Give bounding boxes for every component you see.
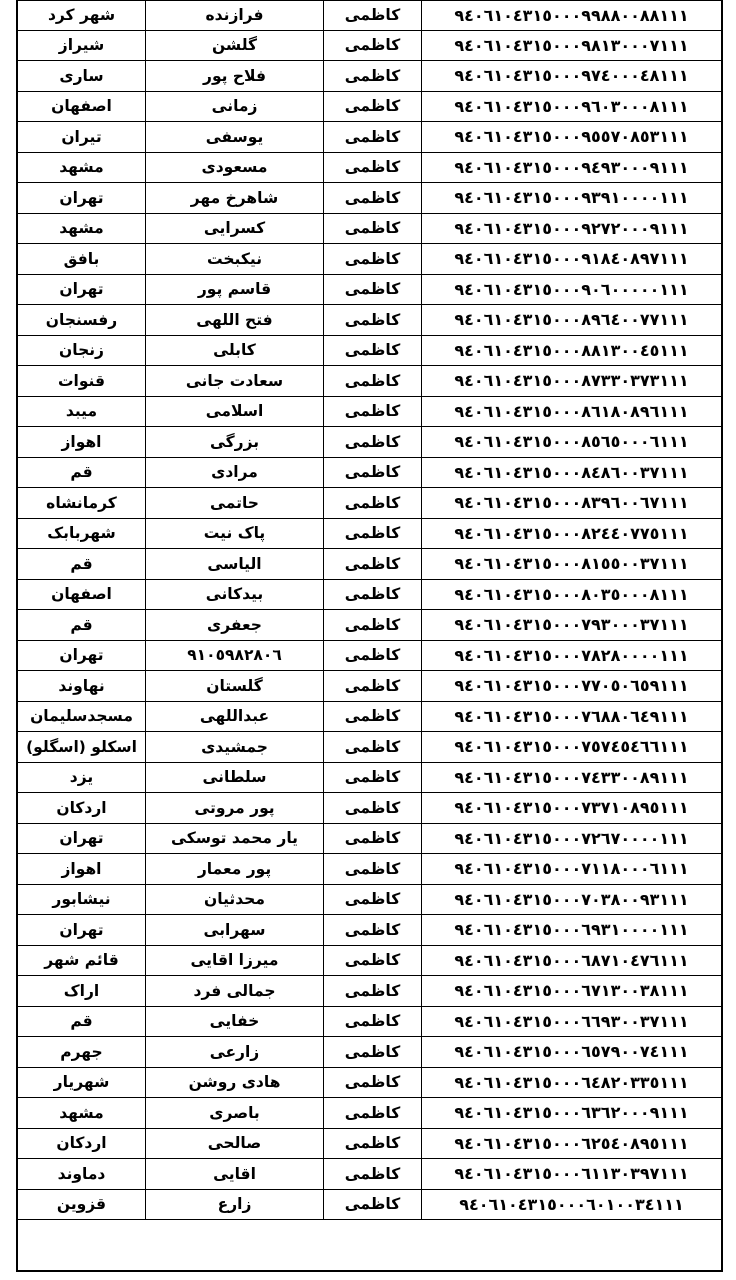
city-cell: شهریار	[18, 1068, 146, 1098]
name-cell: باصری	[146, 1098, 324, 1128]
table-row	[18, 1129, 721, 1160]
code-cell: ۹٤۰٦۱۰٤۳۱٥۰۰۰۸۸۱۳۰۰٤٥۱۱۱	[454, 340, 689, 360]
name-cell: زارعی	[146, 1037, 324, 1067]
name-cell: جمالی فرد	[146, 976, 324, 1006]
city-cell: ساری	[18, 61, 146, 91]
family-cell: کاظمی	[324, 1098, 422, 1128]
name-cell: مرادی	[146, 458, 324, 488]
code-cell: ۹٤۰٦۱۰٤۳۱٥۰۰۰٦٤۸۲۰۳۳٥۱۱۱	[454, 1072, 689, 1092]
name-cell: یوسفی	[146, 122, 324, 152]
family-cell: کاظمی	[324, 732, 422, 762]
table-row	[18, 763, 721, 794]
table-row	[18, 397, 721, 428]
name-cell: ۹۱۰٥۹۸۲۸۰٦	[146, 641, 324, 671]
name-cell: نیکبخت	[146, 244, 324, 274]
name-cell: محدثیان	[146, 885, 324, 915]
family-cell: کاظمی	[324, 793, 422, 823]
code-cell: ۹٤۰٦۱۰٤۳۱٥۰۰۰۸۲٤٤۰۷۷٥۱۱۱	[454, 523, 689, 543]
family-cell: کاظمی	[324, 1190, 422, 1220]
code-cell: ۹٤۰٦۱۰٤۳۱٥۰۰۰۷۸۲۸۰۰۰۰۱۱۱	[454, 645, 689, 665]
family-cell: کاظمی	[324, 702, 422, 732]
table-row	[18, 793, 721, 824]
family-cell: کاظمی	[324, 122, 422, 152]
table-row	[18, 915, 721, 946]
code-cell: ۹٤۰٦۱۰٤۳۱٥۰۰۰۷۰۳۸۰۰۹۳۱۱۱	[454, 889, 689, 909]
table-row	[18, 92, 721, 123]
name-cell: فرازنده	[146, 1, 324, 30]
table-row	[18, 732, 721, 763]
name-cell: الیاسی	[146, 549, 324, 579]
name-cell: فلاح پور	[146, 61, 324, 91]
name-cell: فتح اللهی	[146, 305, 324, 335]
city-cell: میبد	[18, 397, 146, 427]
code-cell: ۹٤۰٦۱۰٤۳۱٥۰۰۰۸۳۹٦۰۰٦۷۱۱۱	[454, 493, 689, 513]
name-cell: میرزا اقایی	[146, 946, 324, 976]
family-cell: کاظمی	[324, 1037, 422, 1067]
name-cell: جمشیدی	[146, 732, 324, 762]
family-cell: کاظمی	[324, 153, 422, 183]
name-cell: پور مروتی	[146, 793, 324, 823]
code-cell: ۹٤۰٦۱۰٤۳۱٥۰۰۰۹۷٤۰۰۰٤۸۱۱۱	[454, 66, 689, 86]
family-cell: کاظمی	[324, 915, 422, 945]
city-cell: بافق	[18, 244, 146, 274]
code-cell: ۹٤۰٦۱۰٤۳۱٥۰۰۰۹۳۹۱۰۰۰۰۱۱۱	[454, 188, 689, 208]
table-row	[18, 885, 721, 916]
family-cell: کاظمی	[324, 854, 422, 884]
table-row	[18, 61, 721, 92]
name-cell: سعادت جانی	[146, 366, 324, 396]
city-cell: تهران	[18, 824, 146, 854]
family-cell: کاظمی	[324, 1068, 422, 1098]
name-cell: عبداللهی	[146, 702, 324, 732]
city-cell: قم	[18, 458, 146, 488]
city-cell: مشهد	[18, 214, 146, 244]
code-cell: ۹٤۰٦۱۰٤۳۱٥۰۰۰٦۲٥٤۰۸۹٥۱۱۱	[454, 1133, 689, 1153]
city-cell: اردکان	[18, 793, 146, 823]
family-cell: کاظمی	[324, 610, 422, 640]
table-row	[18, 244, 721, 275]
table-row	[18, 458, 721, 489]
city-cell: اصفهان	[18, 580, 146, 610]
city-cell: مسجدسلیمان	[18, 702, 146, 732]
family-cell: کاظمی	[324, 1007, 422, 1037]
name-cell: هادی روشن	[146, 1068, 324, 1098]
code-cell: ۹٤۰٦۱۰٤۳۱٥۰۰۰۹٤۹۳۰۰۰۹۱۱۱	[454, 157, 689, 177]
family-cell: کاظمی	[324, 427, 422, 457]
records-table	[18, 0, 721, 1220]
city-cell: قزوین	[18, 1190, 146, 1220]
city-cell: تهران	[18, 915, 146, 945]
table-row	[18, 1190, 721, 1221]
code-cell: ۹٤۰٦۱۰٤۳۱٥۰۰۰۹۸۱۳۰۰۰۷۱۱۱	[454, 35, 689, 55]
city-cell: یزد	[18, 763, 146, 793]
code-cell: ۹٤۰٦۱۰٤۳۱٥۰۰۰۸۹٦٤۰۰۷۷۱۱۱	[454, 310, 689, 330]
city-cell: مشهد	[18, 1098, 146, 1128]
city-cell: قم	[18, 549, 146, 579]
family-cell: کاظمی	[324, 641, 422, 671]
family-cell: کاظمی	[324, 1129, 422, 1159]
table-row	[18, 976, 721, 1007]
code-cell: ۹٤۰٦۱۰٤۳۱٥۰۰۰٦٥۷۹۰۰۷٤۱۱۱	[454, 1042, 689, 1062]
code-cell: ۹٤۰٦۱۰٤۳۱٥۰۰۰٦۳٦۲۰۰۰۹۱۱۱	[454, 1103, 689, 1123]
table-row	[18, 854, 721, 885]
family-cell: کاظمی	[324, 305, 422, 335]
code-cell: ۹٤۰٦۱۰٤۳۱٥۰۰۰۹۱۸٤۰۸۹۷۱۱۱	[454, 249, 689, 269]
table-row	[18, 427, 721, 458]
table-row	[18, 336, 721, 367]
family-cell: کاظمی	[324, 976, 422, 1006]
city-cell: شهر کرد	[18, 1, 146, 30]
family-cell: کاظمی	[324, 458, 422, 488]
table-row	[18, 1098, 721, 1129]
table-row	[18, 366, 721, 397]
code-cell: ۹٤۰٦۱۰٤۳۱٥۰۰۰۸٦۱۸۰۸۹٦۱۱۱	[454, 401, 689, 421]
name-cell: اقایی	[146, 1159, 324, 1189]
code-cell: ۹٤۰٦۱۰٤۳۱٥۰۰۰٦۱۱۳۰۳۹۷۱۱۱	[454, 1164, 689, 1184]
family-cell: کاظمی	[324, 946, 422, 976]
code-cell: ۹٤۰٦۱۰٤۳۱٥۰۰۰۸٤۸٦۰۰۳۷۱۱۱	[454, 462, 689, 482]
code-cell: ۹٤۰٦۱۰٤۳۱٥۰۰۰۹٦۰۳۰۰۰۸۱۱۱	[454, 96, 689, 116]
family-cell: کاظمی	[324, 61, 422, 91]
name-cell: پاک نیت	[146, 519, 324, 549]
name-cell: حاتمی	[146, 488, 324, 518]
name-cell: کسرایی	[146, 214, 324, 244]
city-cell: رفسنجان	[18, 305, 146, 335]
family-cell: کاظمی	[324, 183, 422, 213]
document-frame	[16, 0, 723, 1272]
code-cell: ۹٤۰٦۱۰٤۳۱٥۰۰۰۸۱٥٥۰۰۳۷۱۱۱	[454, 554, 689, 574]
code-cell: ۹٤۰٦۱۰٤۳۱٥۰۰۰۷٤۳۳۰۰۸۹۱۱۱	[454, 767, 689, 787]
city-cell: زنجان	[18, 336, 146, 366]
city-cell: اردکان	[18, 1129, 146, 1159]
city-cell: اسکلو (اسگلو)	[18, 732, 146, 762]
family-cell: کاظمی	[324, 366, 422, 396]
table-row	[18, 549, 721, 580]
table-row	[18, 671, 721, 702]
city-cell: تهران	[18, 183, 146, 213]
table-row	[18, 214, 721, 245]
code-cell: ۹٤۰٦۱۰٤۳۱٥۰۰۰۷۲٦۷۰۰۰۰۱۱۱	[454, 828, 689, 848]
name-cell: زمانی	[146, 92, 324, 122]
family-cell: کاظمی	[324, 580, 422, 610]
family-cell: کاظمی	[324, 763, 422, 793]
city-cell: قم	[18, 610, 146, 640]
city-cell: نهاوند	[18, 671, 146, 701]
code-cell: ۹٤۰٦۱۰٤۳۱٥۰۰۰۸٥٦٥۰۰۰٦۱۱۱	[454, 432, 689, 452]
table-row	[18, 1007, 721, 1038]
name-cell: سهرابی	[146, 915, 324, 945]
code-cell: ۹٤۰٦۱۰٤۳۱٥۰۰۰٦۹۳۱۰۰۰۰۱۱۱	[454, 920, 689, 940]
family-cell: کاظمی	[324, 671, 422, 701]
name-cell: گلستان	[146, 671, 324, 701]
table-row	[18, 488, 721, 519]
table-row	[18, 610, 721, 641]
name-cell: بزرگی	[146, 427, 324, 457]
city-cell: نیشابور	[18, 885, 146, 915]
table-row	[18, 153, 721, 184]
family-cell: کاظمی	[324, 397, 422, 427]
city-cell: قم	[18, 1007, 146, 1037]
city-cell: اهواز	[18, 854, 146, 884]
name-cell: کابلی	[146, 336, 324, 366]
table-row	[18, 641, 721, 672]
table-row	[18, 183, 721, 214]
family-cell: کاظمی	[324, 1, 422, 30]
code-cell: ۹٤۰٦۱۰٤۳۱٥۰۰۰٦۰۱۰۰۳٤۱۱۱	[459, 1194, 684, 1214]
code-cell: ۹٤۰٦۱۰٤۳۱٥۰۰۰۷٥۷٤٥٤٦٦۱۱۱	[454, 737, 689, 757]
name-cell: گلشن	[146, 31, 324, 61]
table-row	[18, 31, 721, 62]
code-cell: ۹٤۰٦۱۰٤۳۱٥۰۰۰۷۳۷۱۰۸۹٥۱۱۱	[454, 798, 689, 818]
name-cell: قاسم پور	[146, 275, 324, 305]
name-cell: صالحی	[146, 1129, 324, 1159]
code-cell: ۹٤۰٦۱۰٤۳۱٥۰۰۰۹۰٦۰۰۰۰۰۱۱۱	[454, 279, 689, 299]
table-row	[18, 1068, 721, 1099]
name-cell: اسلامی	[146, 397, 324, 427]
city-cell: اصفهان	[18, 92, 146, 122]
name-cell: پور معمار	[146, 854, 324, 884]
table-row	[18, 702, 721, 733]
city-cell: دماوند	[18, 1159, 146, 1189]
family-cell: کاظمی	[324, 885, 422, 915]
code-cell: ۹٤۰٦۱۰٤۳۱٥۰۰۰۸۷۳۳۰۳۷۳۱۱۱	[454, 371, 689, 391]
city-cell: قائم شهر	[18, 946, 146, 976]
city-cell: اهواز	[18, 427, 146, 457]
code-cell: ۹٤۰٦۱۰٤۳۱٥۰۰۰۷۷۰٥۰٦٥۹۱۱۱	[454, 676, 689, 696]
family-cell: کاظمی	[324, 275, 422, 305]
table-row	[18, 0, 721, 31]
code-cell: ۹٤۰٦۱۰٤۳۱٥۰۰۰۹۹۸۸۰۰۸۸۱۱۱	[454, 5, 689, 25]
city-cell: اراک	[18, 976, 146, 1006]
family-cell: کاظمی	[324, 244, 422, 274]
family-cell: کاظمی	[324, 824, 422, 854]
family-cell: کاظمی	[324, 92, 422, 122]
city-cell: شهربابک	[18, 519, 146, 549]
table-row	[18, 1159, 721, 1190]
city-cell: تیران	[18, 122, 146, 152]
table-row	[18, 122, 721, 153]
code-cell: ۹٤۰٦۱۰٤۳۱٥۰۰۰٦۷۱۳۰۰۳۸۱۱۱	[454, 981, 689, 1001]
table-row	[18, 275, 721, 306]
code-cell: ۹٤۰٦۱۰٤۳۱٥۰۰۰۷۹۳۰۰۰۳۷۱۱۱	[454, 615, 689, 635]
city-cell: کرمانشاه	[18, 488, 146, 518]
city-cell: جهرم	[18, 1037, 146, 1067]
city-cell: شیراز	[18, 31, 146, 61]
table-row	[18, 519, 721, 550]
table-row	[18, 580, 721, 611]
city-cell: تهران	[18, 641, 146, 671]
code-cell: ۹٤۰٦۱۰٤۳۱٥۰۰۰۷٦۸۸۰٦٤۹۱۱۱	[454, 706, 689, 726]
code-cell: ۹٤۰٦۱۰٤۳۱٥۰۰۰۸۰۳٥۰۰۰۸۱۱۱	[454, 584, 689, 604]
code-cell: ۹٤۰٦۱۰٤۳۱٥۰۰۰۷۱۱۸۰۰۰٦۱۱۱	[454, 859, 689, 879]
family-cell: کاظمی	[324, 31, 422, 61]
name-cell: خفایی	[146, 1007, 324, 1037]
code-cell: ۹٤۰٦۱۰٤۳۱٥۰۰۰۹٥٥۷۰۸٥۳۱۱۱	[454, 127, 689, 147]
code-cell: ۹٤۰٦۱۰٤۳۱٥۰۰۰٦٦۹۳۰۰۳۷۱۱۱	[454, 1011, 689, 1031]
family-cell: کاظمی	[324, 336, 422, 366]
name-cell: یار محمد توسکی	[146, 824, 324, 854]
family-cell: کاظمی	[324, 549, 422, 579]
code-cell: ۹٤۰٦۱۰٤۳۱٥۰۰۰۹۲۷۲۰۰۰۹۱۱۱	[454, 218, 689, 238]
city-cell: مشهد	[18, 153, 146, 183]
family-cell: کاظمی	[324, 519, 422, 549]
name-cell: شاهرخ مهر	[146, 183, 324, 213]
family-cell: کاظمی	[324, 214, 422, 244]
table-row	[18, 1037, 721, 1068]
family-cell: کاظمی	[324, 1159, 422, 1189]
name-cell: سلطانی	[146, 763, 324, 793]
name-cell: مسعودی	[146, 153, 324, 183]
table-row	[18, 824, 721, 855]
name-cell: زارع	[146, 1190, 324, 1220]
name-cell: جعفری	[146, 610, 324, 640]
city-cell: تهران	[18, 275, 146, 305]
name-cell: بیدکانی	[146, 580, 324, 610]
code-cell: ۹٤۰٦۱۰٤۳۱٥۰۰۰٦۸۷۱۰٤۷٦۱۱۱	[454, 950, 689, 970]
table-row	[18, 305, 721, 336]
family-cell: کاظمی	[324, 488, 422, 518]
city-cell: قنوات	[18, 366, 146, 396]
table-row	[18, 946, 721, 977]
